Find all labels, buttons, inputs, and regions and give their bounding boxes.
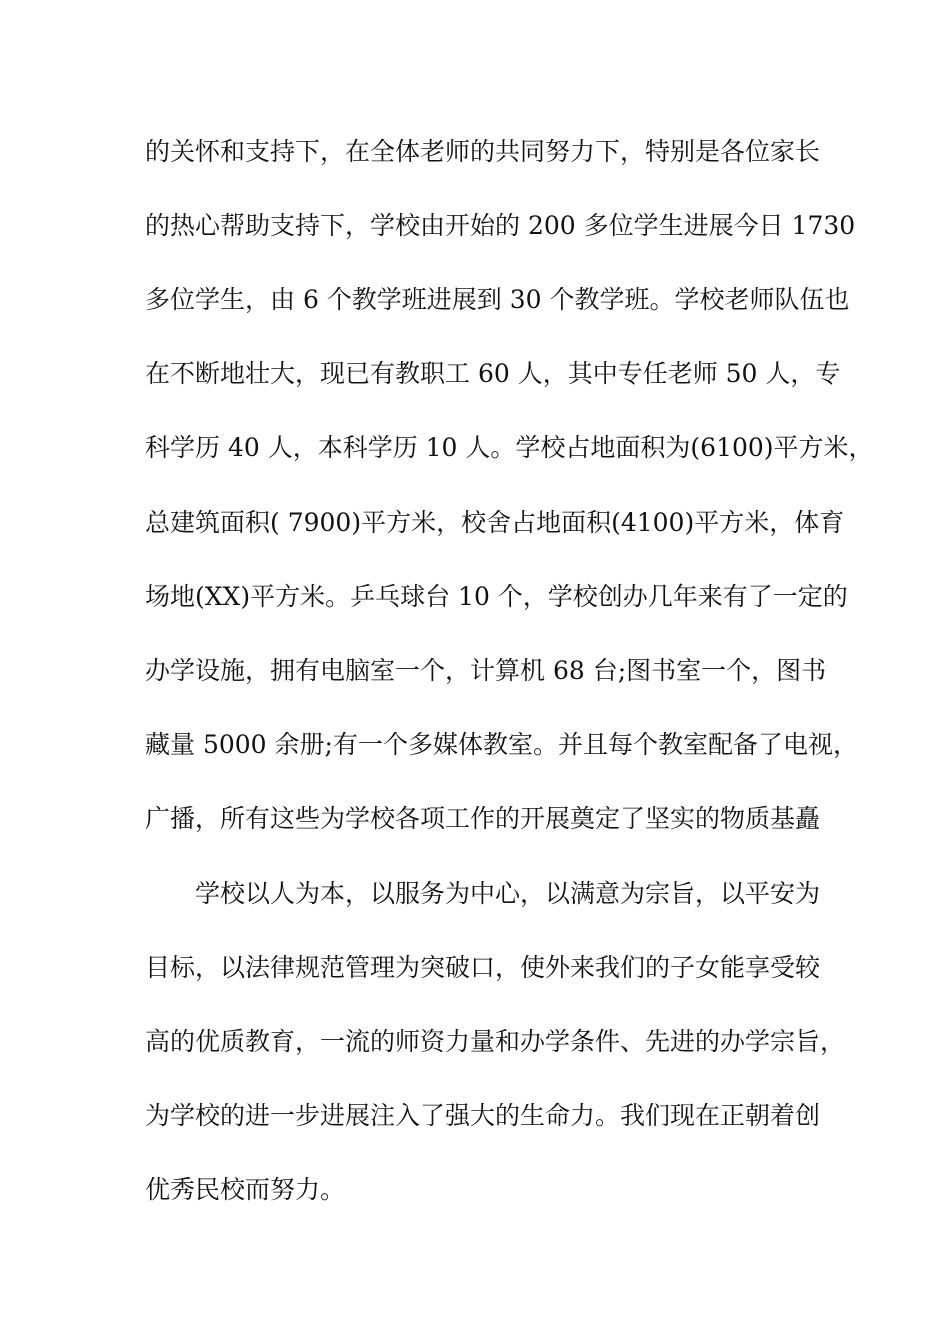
text-line: 的热心帮助支持下，学校由开始的 200 多位学生进展今日 1730 [145,211,856,240]
text-line: 为学校的进一步进展注入了强大的生命力。我们现在正朝着创 [145,1101,821,1130]
text-line: 高的优质教育，一流的师资力量和办学条件、先进的办学宗旨， [145,1027,846,1056]
text-line: 优秀民校而努力。 [145,1175,346,1204]
text-line: 多位学生，由 6 个教学班进展到 30 个教学班。学校老师队伍也 [145,285,850,314]
text-line: 学校以人为本，以服务为中心，以满意为宗旨，以平安为 [195,879,821,908]
text-line: 场地(XX)平方米。乒乓球台 10 个，学校创办几年来有了一定的 [145,582,848,611]
text-line: 广播，所有这些为学校各项工作的开展奠定了坚实的物质基矗 [145,804,821,833]
text-line: 藏量 5000 余册;有一个多媒体教室。并且每个教室配备了电视， [145,730,858,759]
text-line: 在不断地壮大，现已有教职工 60 人，其中专任老师 50 人，专 [145,359,841,388]
text-line: 目标，以法律规范管理为突破口，使外来我们的子女能享受较 [145,953,821,982]
text-line: 科学历 40 人，本科学历 10 人。学校占地面积为(6100)平方米， [145,433,874,462]
text-line: 办学设施，拥有电脑室一个，计算机 68 台;图书室一个，图书 [145,656,827,685]
text-line: 总建筑面积( 7900)平方米，校舍占地面积(4100)平方米，体育 [145,508,845,537]
text-line: 的关怀和支持下，在全体老师的共同努力下，特别是各位家长 [145,137,821,166]
